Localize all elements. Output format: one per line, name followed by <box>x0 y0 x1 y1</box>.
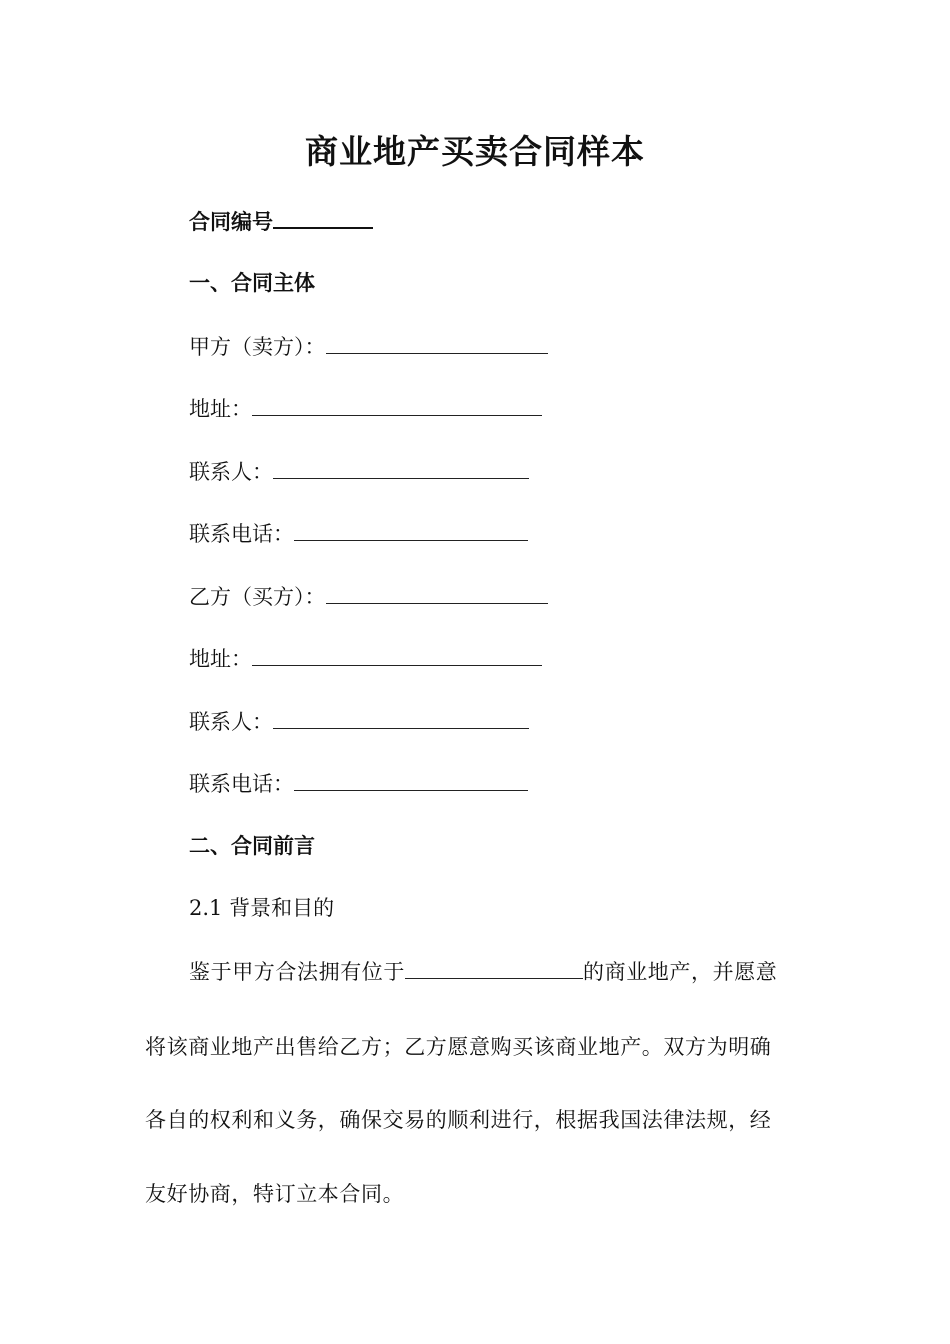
preamble-line-1-post: 的商业地产，并愿意 <box>583 960 778 984</box>
party-b-label: 乙方（买方）： <box>189 585 326 609</box>
party-a-contact-label: 联系人： <box>189 460 273 484</box>
party-a-address-blank[interactable] <box>252 393 542 416</box>
section-1-heading: 一、合同主体 <box>189 271 315 295</box>
party-a-phone-blank[interactable] <box>294 518 528 541</box>
contract-number-label: 合同编号 <box>189 210 273 234</box>
party-b-contact-blank[interactable] <box>273 706 529 729</box>
party-b-contact-line <box>189 706 529 737</box>
party-a-phone-line <box>189 518 528 549</box>
party-a-address-line <box>189 393 542 424</box>
property-location-blank[interactable] <box>405 956 583 979</box>
party-b-phone-line <box>189 768 528 799</box>
section-2-heading: 二、合同前言 <box>189 834 315 858</box>
preamble-line-4: 友好协商，特订立本合同。 <box>145 1182 405 1206</box>
party-b-contact-label: 联系人： <box>189 710 273 734</box>
party-a-label: 甲方（卖方）： <box>189 335 326 359</box>
preamble-line-1-pre: 鉴于甲方合法拥有位于 <box>189 960 405 984</box>
document-title: 商业地产买卖合同样本 <box>305 132 645 171</box>
preamble-line-1 <box>189 956 777 987</box>
party-b-line <box>189 581 548 612</box>
party-b-phone-label: 联系电话： <box>189 772 294 796</box>
party-b-address-label: 地址： <box>189 647 252 671</box>
party-a-contact-line <box>189 456 529 487</box>
party-a-line <box>189 331 548 362</box>
party-b-phone-blank[interactable] <box>294 768 528 791</box>
preamble-line-3: 各自的权利和义务，确保交易的顺利进行，根据我国法律法规，经 <box>145 1108 772 1132</box>
party-a-blank[interactable] <box>326 331 548 354</box>
contract-number-blank[interactable] <box>273 205 373 229</box>
contract-number-line <box>189 205 373 237</box>
party-a-contact-blank[interactable] <box>273 456 529 479</box>
subsection-2-1-heading: 2.1 背景和目的 <box>189 896 335 920</box>
preamble-line-2: 将该商业地产出售给乙方；乙方愿意购买该商业地产。双方为明确 <box>145 1035 772 1059</box>
party-a-address-label: 地址： <box>189 397 252 421</box>
party-b-blank[interactable] <box>326 581 548 604</box>
party-b-address-blank[interactable] <box>252 643 542 666</box>
party-a-phone-label: 联系电话： <box>189 522 294 546</box>
party-b-address-line <box>189 643 542 674</box>
